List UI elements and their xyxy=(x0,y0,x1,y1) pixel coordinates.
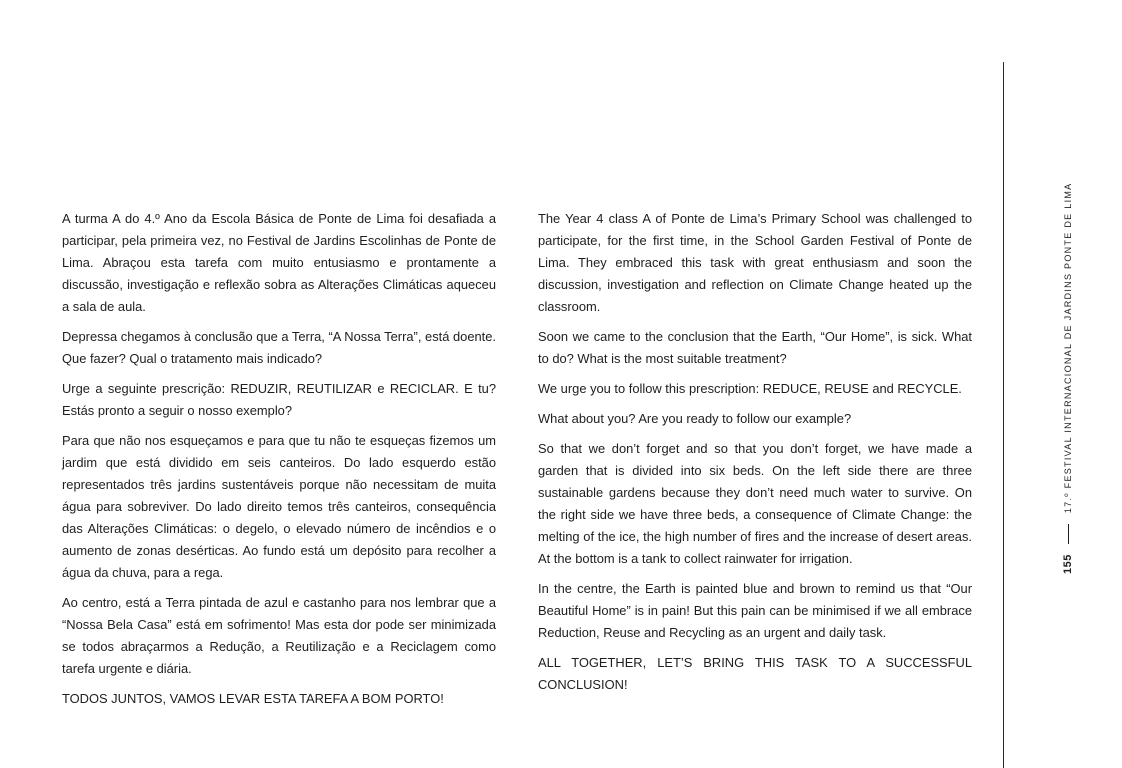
en-paragraph-question: What about you? Are you ready to follow our example? xyxy=(538,411,852,426)
vertical-divider xyxy=(1003,62,1004,768)
en-paragraph-prescription: We urge you to follow this prescription: REDUCE, REUSE and RECYCLE. xyxy=(538,381,962,396)
pt-paragraph-closing: TODOS JUNTOS, VAMOS LEVAR ESTA TAREFA A BOM PORTO! xyxy=(62,691,444,706)
english-text-column xyxy=(538,208,972,704)
running-footer xyxy=(1062,183,1074,574)
portuguese-text-column xyxy=(62,208,496,718)
pt-paragraph-garden-description: Para que não nos esqueçamos e para que tu não te esqueças fizemos um jardim que está dividido em seis canteiros. Do lado esquerdo estão representados três jardins sustentáveis porque não necessitam de muita água para sobreviver. Do lado direito temos três canteiros, consequência das Alterações Climáticas: o degelo, o elevado número de incêndios e o aumento de zonas desérticas. Ao fundo está um depósito para recolher a água da chuva, para a rega. xyxy=(62,433,496,580)
en-paragraph-closing: ALL TOGETHER, LET’S BRING THIS TASK TO A SUCCESSFUL CONCLUSION! xyxy=(538,655,972,692)
pt-paragraph-prescription: Urge a seguinte prescrição: REDUZIR, REUTILIZAR e RECICLAR. E tu? Estás pronto a seguir o nosso exemplo? xyxy=(62,381,496,418)
en-paragraph-garden-description: So that we don’t forget and so that you don’t forget, we have made a garden that is divided into six beds. On the left side there are three sustainable gardens because they don’t need much water to survive. On the right side we have three beds, a consequence of Climate Change: the melting of the ice, the high number of fires and the increase of desert areas. At the bottom is a tank to collect rainwater for irrigation. xyxy=(538,441,972,566)
en-paragraph-centre: In the centre, the Earth is painted blue and brown to remind us that “Our Beautiful Home” is in pain! But this pain can be minimised if we all embrace Reduction, Reuse and Recycling as an urgent and daily task. xyxy=(538,581,972,640)
en-paragraph-diagnosis: Soon we came to the conclusion that the Earth, “Our Home”, is sick. What to do? What is the most suitable treatment? xyxy=(538,329,972,366)
footer-separator xyxy=(1068,524,1069,544)
pt-paragraph-centre: Ao centro, está a Terra pintada de azul e castanho para nos lembrar que a “Nossa Bela Casa” está em sofrimento! Mas esta dor pode ser minimizada se todos abraçarmos a Redução, a Reutilização e a Reciclagem como tarefa urgente e diária. xyxy=(62,595,496,676)
pt-paragraph-intro: A turma A do 4.º Ano da Escola Básica de Ponte de Lima foi desafiada a participar, pela primeira vez, no Festival de Jardins Escolinhas de Ponte de Lima. Abraçou esta tarefa com muito entusiasmo e prontamente a discussão, investigação e reflexão sobra as Alterações Climáticas aqueceu a sala de aula. xyxy=(62,211,496,314)
running-title: 17.º FESTIVAL INTERNACIONAL DE JARDINS PONTE DE LIMA xyxy=(1063,182,1073,514)
pt-paragraph-diagnosis: Depressa chegamos à conclusão que a Terra, “A Nossa Terra”, está doente. Que fazer? Qual o tratamento mais indicado? xyxy=(62,329,496,366)
page-number: 155 xyxy=(1062,554,1074,574)
en-paragraph-intro: The Year 4 class A of Ponte de Lima’s Primary School was challenged to participate, for the first time, in the School Garden Festival of Ponte de Lima. They embraced this task with great enthusiasm and soon the discussion, investigation and reflection on Climate Change heated up the classroom. xyxy=(538,211,972,314)
